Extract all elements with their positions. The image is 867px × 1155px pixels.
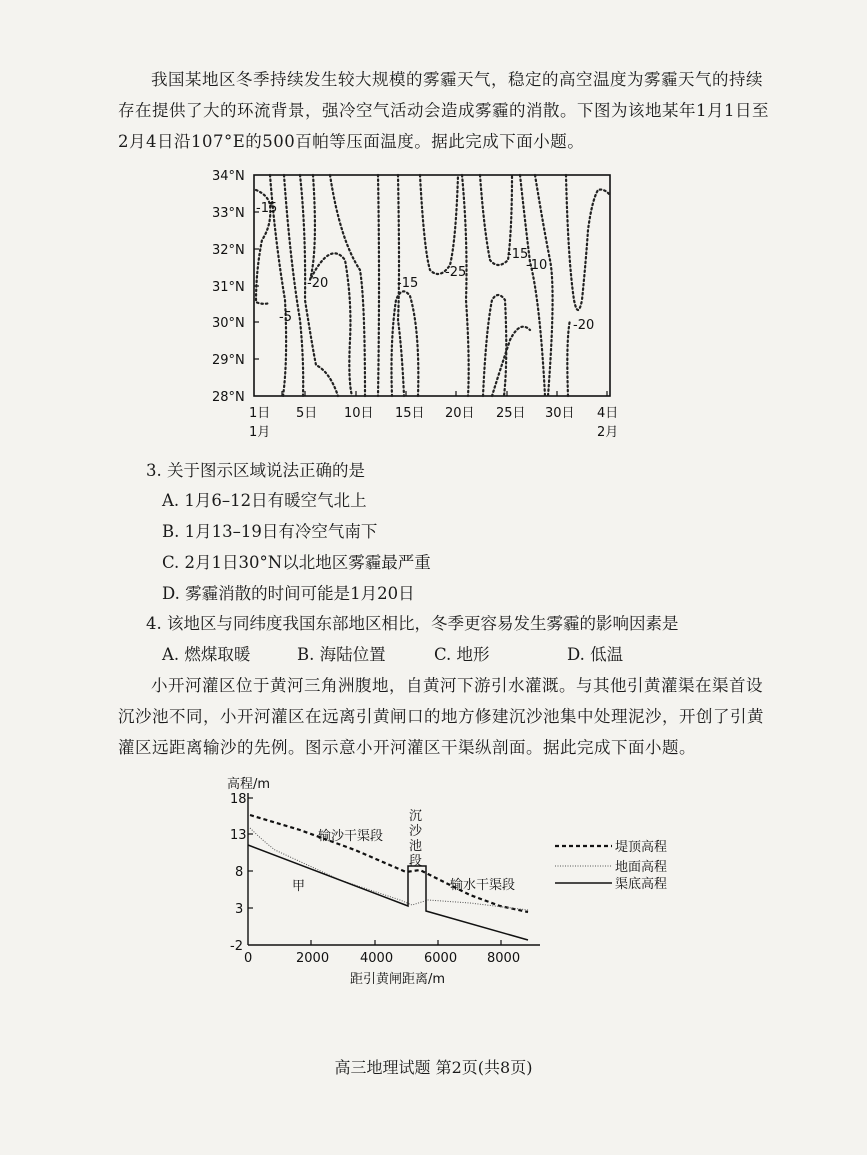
x-tick-label: 10日 xyxy=(344,406,374,421)
x-tick-label: 8000 xyxy=(487,951,521,966)
q4-option-b[interactable]: B. 海陆位置 xyxy=(297,645,386,664)
ground-line xyxy=(250,828,528,910)
x-tick-label: 5日 xyxy=(296,406,318,421)
q4-option-c[interactable]: C. 地形 xyxy=(434,645,490,664)
x-tick-label: 30日 xyxy=(545,406,575,421)
x-tick-label: 4日 xyxy=(597,406,619,421)
contour-label: -20 xyxy=(573,318,595,333)
basin-label: 沉 xyxy=(409,809,423,824)
y-tick-label: 29°N xyxy=(212,353,245,368)
x-month-label: 1月 xyxy=(249,425,271,440)
question-4-stem: 4. 该地区与同纬度我国东部地区相比，冬季更容易发生雾霾的影响因素是 xyxy=(146,614,679,633)
x-tick-label: 2000 xyxy=(296,951,330,966)
q4-option-a[interactable]: A. 燃煤取暖 xyxy=(162,645,251,664)
basin-label: 沙 xyxy=(409,824,423,839)
sand-canal-label: 输沙干渠段 xyxy=(318,829,384,844)
contour-label: -5 xyxy=(279,310,292,325)
contour-label: -15 xyxy=(256,201,278,216)
x-tick-label: 4000 xyxy=(360,951,394,966)
legend-ground: 地面高程 xyxy=(615,860,668,875)
y-axis-title: 高程/m xyxy=(227,777,271,792)
y-tick-label: 34°N xyxy=(212,169,245,184)
x-tick-label: 6000 xyxy=(424,951,458,966)
q4-option-d[interactable]: D. 低温 xyxy=(567,645,624,664)
y-tick-label: 8 xyxy=(235,865,244,880)
x-month-label: 2月 xyxy=(597,425,619,440)
basin-label: 段 xyxy=(409,854,423,869)
contour-label: -20 xyxy=(307,276,329,291)
y-tick-label: 13 xyxy=(230,828,247,843)
y-tick-label: 32°N xyxy=(212,243,245,258)
legend-canal-bottom: 渠底高程 xyxy=(615,877,668,892)
x-tick-label: 20日 xyxy=(445,406,475,421)
canal-bottom-line xyxy=(248,845,528,940)
q3-option-a[interactable]: A. 1月6–12日有暖空气北上 xyxy=(162,491,367,510)
contour-label: -10 xyxy=(526,258,548,273)
chart2-legend xyxy=(555,839,667,892)
passage-1: 我国某地区冬季持续发生较大规模的雾霾天气，稳定的高空温度为雾霾天气的持续存在提供了大的环流背景，强冷空气活动会造成雾霾的消散。下图为该地某年1月1日至2月4日沿107°E的500百帕等压面温度。据此完成下面小题。 xyxy=(118,70,769,151)
y-tick-label: 28°N xyxy=(212,390,245,405)
y-tick-label: -2 xyxy=(230,939,243,954)
chart1-frame xyxy=(254,175,610,396)
passage-2: 小开河灌区位于黄河三角洲腹地，自黄河下游引水灌溉。与其他引黄灌渠在渠首设沉沙池不同，小开河灌区在远离引黄闸口的地方修建沉沙池集中处理泥沙，开创了引黄灌区远距离输沙的先例。图示意小开河灌区干渠纵剖面。据此完成下面小题。 xyxy=(118,676,764,757)
page-footer: 高三地理试题 第2页(共8页) xyxy=(334,1058,533,1077)
basin-label: 池 xyxy=(409,839,423,854)
contour-lines xyxy=(256,175,610,396)
q3-option-d[interactable]: D. 雾霾消散的时间可能是1月20日 xyxy=(162,584,415,603)
question-3-stem: 3. 关于图示区域说法正确的是 xyxy=(146,461,365,480)
y-tick-label: 33°N xyxy=(212,206,245,221)
jia-label: 甲 xyxy=(292,879,306,894)
y-tick-label: 3 xyxy=(235,902,244,917)
q3-option-b[interactable]: B. 1月13–19日有冷空气南下 xyxy=(162,522,378,541)
x-tick-label: 25日 xyxy=(496,406,526,421)
dyke-top-line xyxy=(250,815,528,912)
x-axis-title: 距引黄闸距离/m xyxy=(350,972,446,987)
x-tick-label: 1日 xyxy=(249,406,271,421)
y-tick-label: 30°N xyxy=(212,316,245,331)
contour-label: -15 xyxy=(397,276,419,291)
contour-label: -25 xyxy=(445,265,467,280)
legend-dyke-top: 堤顶高程 xyxy=(615,840,668,855)
x-tick-label: 0 xyxy=(244,951,253,966)
y-tick-label: 31°N xyxy=(212,280,245,295)
contour-label: -15 xyxy=(507,247,529,262)
y-tick-label: 18 xyxy=(230,792,247,807)
q3-option-c[interactable]: C. 2月1日30°N以北地区雾霾最严重 xyxy=(162,553,431,572)
water-canal-label: 输水干渠段 xyxy=(450,878,516,893)
x-tick-label: 15日 xyxy=(395,406,425,421)
